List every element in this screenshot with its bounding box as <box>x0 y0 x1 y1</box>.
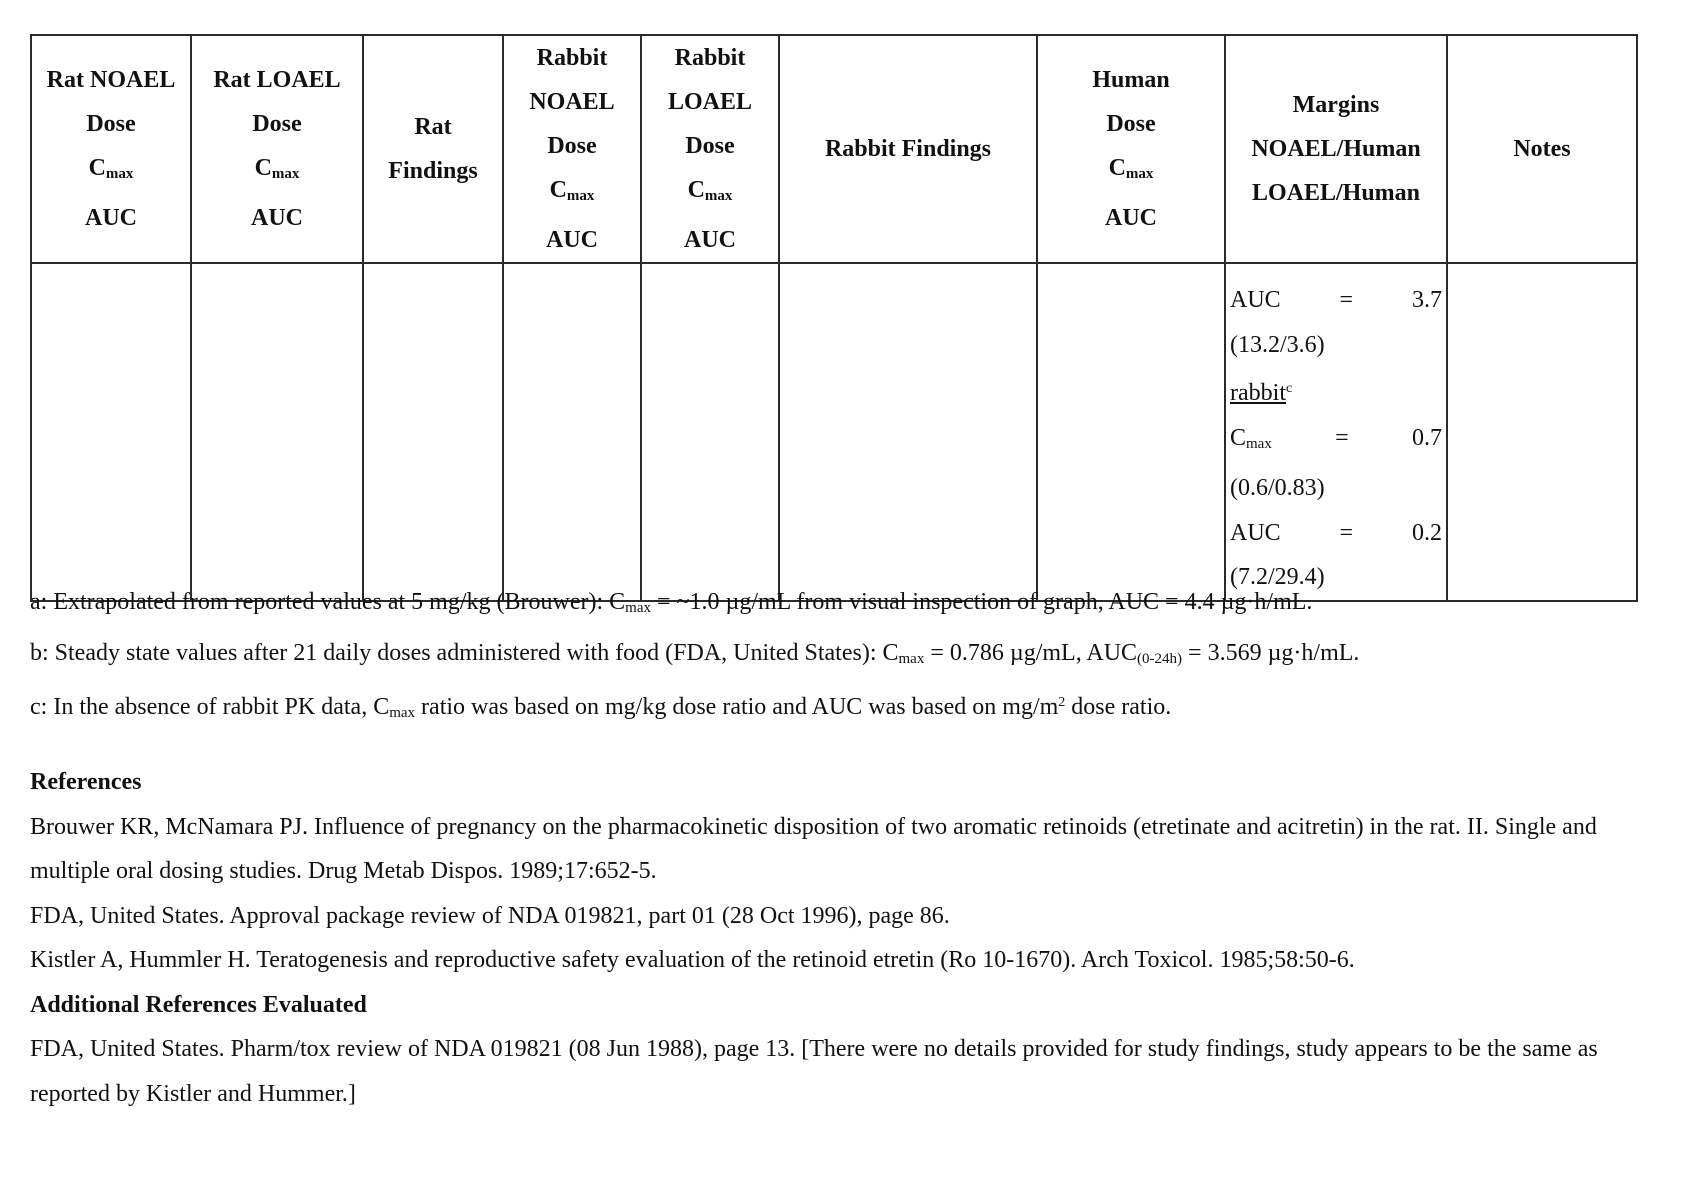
margin-auc-1: AUC = 3.7 <box>1230 287 1442 313</box>
margin-cmax-ratio: (0.6/0.83) <box>1230 475 1325 501</box>
col-rat-noael: Rat NOAEL Dose $C_{max}$ AUC <box>31 35 191 263</box>
reference-item: Brouwer KR, McNamara PJ. Influence of pregnancy on the pharmacokinetic disposition of two aromatic retinoids (etretinate and acitretin) in the rat. II. Single and multiple oral dosing studies. Drug Metab Dispos. 1989;17:652-5. <box>30 813 1597 884</box>
cell-margins <box>1225 263 1447 601</box>
col-margins: Margins NOAEL/Human LOAEL/Human <box>1225 35 1447 263</box>
col-rabbit-noael: Rabbit NOAEL Dose $C_{max}$ AUC <box>503 35 641 263</box>
cell-rat-noael <box>31 263 191 601</box>
footnote-c: c: In the absence of rabbit PK data, $C_{max}$ ratio was based on mg/kg dose ratio and AUC was based on $mg/m^2$ dose ratio. <box>30 694 1172 721</box>
margin-auc-2: AUC = 0.2 <box>1230 519 1442 546</box>
cell-rabbit-loael <box>641 263 779 601</box>
additional-reference-item: FDA, United States. Pharm/tox review of NDA 019821 (08 Jun 1988), page 13. [There were no details provided for study findings, study appears to be the same as reported by Kistler and Hummer.] <box>30 1036 1598 1107</box>
reference-item: Kistler A, Hummler H. Teratogenesis and reproductive safety evaluation of the retinoid etretin (Ro 10-1670). Arch Toxicol. 1985;58:50-6. <box>30 947 1355 973</box>
table-row <box>31 263 1637 601</box>
header-row <box>31 35 1637 263</box>
footnote-a: a: Extrapolated from reported values at 5 mg/kg (Brouwer): $C_{max}$ = ~1.0 µg/mL from visual inspection of graph, AUC = 4.4 µg·h/mL. <box>30 589 1313 616</box>
margin-cmax: $C_{max}$ = 0.7 <box>1230 424 1442 452</box>
footnote-b: b: Steady state values after 21 daily doses administered with food (FDA, United States): $C_{max} = 0.786$ µg/mL, $AUC_{(0-24h)} = 3.569$ µg·h/mL. <box>30 639 1360 667</box>
references-heading: References <box>30 769 142 795</box>
col-rat-loael: Rat LOAEL Dose $C_{max}$ AUC <box>191 35 363 263</box>
col-human: Human Dose $C_{max}$ AUC <box>1037 35 1225 263</box>
col-rabbit-loael: Rabbit LOAEL Dose $C_{max}$ AUC <box>641 35 779 263</box>
margin-auc-2-ratio: (7.2/29.4) <box>1230 564 1325 590</box>
margin-auc-1-ratio: (13.2/3.6) <box>1230 331 1325 358</box>
additional-references-heading: Additional References Evaluated <box>30 991 367 1018</box>
margin-species: rabbit$^c$ <box>1230 380 1293 406</box>
col-rabbit-findings: Rabbit Findings <box>779 35 1037 263</box>
cell-rat-findings <box>363 263 503 601</box>
data-table <box>30 34 1638 602</box>
col-rat-findings: Rat Findings <box>363 35 503 263</box>
references-section <box>30 760 1642 1116</box>
cell-notes <box>1447 263 1637 601</box>
footnotes <box>30 580 1630 736</box>
cell-human <box>1037 263 1225 601</box>
cell-rat-loael <box>191 263 363 601</box>
reference-item: FDA, United States. Approval package review of NDA 019821, part 01 (28 Oct 1996), page 86. <box>30 902 950 929</box>
col-notes: Notes <box>1447 35 1637 263</box>
cell-rabbit-findings <box>779 263 1037 601</box>
cell-rabbit-noael <box>503 263 641 601</box>
